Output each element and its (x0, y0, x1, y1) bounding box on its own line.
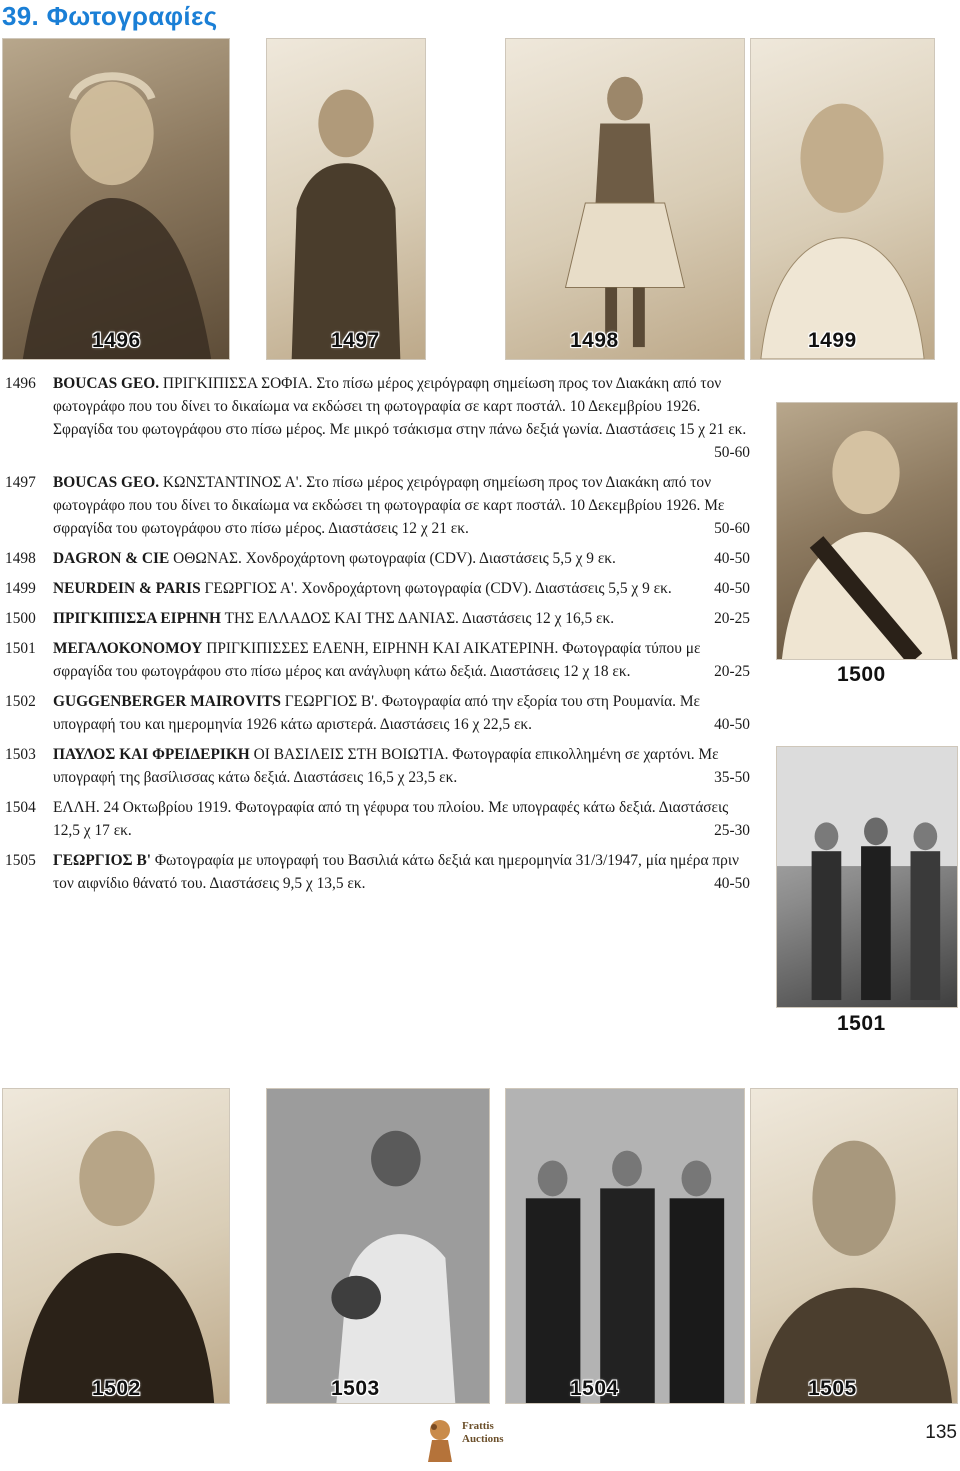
lot-title: ΠΡΙΓΚΙΠΙΣΣΑ ΕΙΡΗΝΗ (53, 610, 222, 627)
lot-estimate: 40-50 (714, 716, 750, 733)
lot-estimate: 50-60 (714, 444, 750, 461)
photo-1497[interactable] (266, 38, 426, 360)
logo-line-1: Frattis (462, 1420, 494, 1432)
lot-number: 1499 (5, 580, 36, 597)
ship-bridge-officers-icon (506, 1089, 744, 1403)
lot-number: 1498 (5, 550, 36, 567)
lot-number: 1505 (5, 852, 36, 869)
photo-label-1502: 1502 (92, 1377, 141, 1400)
lot-description: ΓΕΩΡΓΙΟΣ Α'. Χονδροχάρτονη φωτογραφία (CDV). Διαστάσεις 5,5 χ 9 εκ. (204, 580, 672, 597)
photo-1499[interactable] (750, 38, 935, 360)
lot-title: ΜΕΓΑΛΟΚΟΝΟΜΟΥ (53, 640, 203, 657)
lot-estimate: 20-25 (714, 663, 750, 680)
lot-item (5, 607, 750, 630)
lot-item (5, 690, 750, 736)
princess-portrait-icon (777, 403, 957, 659)
lot-estimate: 40-50 (714, 875, 750, 892)
logo-text (462, 1420, 504, 1446)
lot-title: BOUCAS GEO. (53, 375, 160, 392)
lot-description: ΟΘΩΝΑΣ. Χονδροχάρτονη φωτογραφία (CDV). Διαστάσεις 5,5 χ 9 εκ. (173, 550, 616, 567)
photo-1496[interactable] (2, 38, 230, 360)
lot-description: Φωτογραφία με υπογραφή του Βασιλιά κάτω δεξιά και ημερομηνία 31/3/1947, μία ημέρα πριν τον αιφνίδιο θάνατό του. Διαστάσεις 9,5 χ 13,5 εκ. (53, 852, 739, 892)
lot-title: BOUCAS GEO. (53, 474, 160, 491)
lot-number: 1502 (5, 693, 36, 710)
naval-officer-portrait-icon (3, 1089, 229, 1403)
lot-estimate: 40-50 (714, 550, 750, 567)
lot-description: ΟΙ ΒΑΣΙΛΕΙΣ ΣΤΗ ΒΟΙΩΤΙΑ. Φωτογραφία επικολλημένη σε χαρτόνι. Με υπογραφή της βασίλισσας κάτω δεξιά. Διαστάσεις 16,5 χ 23,5 εκ. (53, 746, 719, 786)
portrait-silhouette-icon (3, 39, 229, 359)
logo-line-2: Auctions (462, 1433, 504, 1445)
lot-description: ΚΩΝΣΤΑΝΤΙΝΟΣ Α'. Στο πίσω μέρος χειρόγραφη σημείωση προς τον Διακάκη από τον φωτογράφο που του δίνει το δικαίωμα να εκδώσει τη φωτογραφία σε καρτ ποστάλ. 10 Δεκεμβρίου 1926. Με σφραγίδα του φωτογράφου στο πίσω μέρος. Διαστάσεις 12 χ 21 εκ. (53, 474, 725, 537)
photo-label-1496: 1496 (92, 329, 141, 352)
military-portrait-icon (751, 1089, 957, 1403)
lot-estimate: 20-25 (714, 610, 750, 627)
lot-description: ΤΗΣ ΕΛΛΑΔΟΣ ΚΑΙ ΤΗΣ ΔΑΝΙΑΣ. Διαστάσεις 12 χ 16,5 εκ. (224, 610, 615, 627)
photo-label-1501: 1501 (837, 1012, 886, 1035)
page-number: 135 (925, 1422, 957, 1443)
lot-title: NEURDEIN & PARIS (53, 580, 201, 597)
lot-number: 1501 (5, 640, 36, 657)
section-title: 39. Φωτογραφίες (2, 1, 218, 31)
photo-label-1497: 1497 (331, 329, 380, 352)
photo-label-1503: 1503 (331, 1377, 380, 1400)
lot-title: ΓΕΩΡΓΙΟΣ Β' (53, 852, 151, 869)
photo-label-1500: 1500 (837, 663, 886, 686)
lot-number: 1496 (5, 375, 36, 392)
lot-list (5, 372, 750, 902)
lot-item (5, 471, 750, 540)
lot-description: ΠΡΙΓΚΙΠΙΣΣΕΣ ΕΛΕΝΗ, ΕΙΡΗΝΗ ΚΑΙ ΑΙΚΑΤΕΡΙΝΗ. Φωτογραφία τύπου με σφραγίδα του φωτογράφου στο πίσω μέρος και ανάγλυφη κάτω δεξιά. Διαστάσεις 12 χ 18 εκ. (53, 640, 701, 680)
lot-number: 1504 (5, 799, 36, 816)
lot-estimate: 25-30 (714, 822, 750, 839)
lot-number: 1497 (5, 474, 36, 491)
king-queen-fountain-icon (267, 1089, 489, 1403)
photo-1500[interactable] (776, 402, 958, 660)
photo-1502[interactable] (2, 1088, 230, 1404)
young-man-portrait-icon (751, 39, 934, 359)
lot-estimate: 35-50 (714, 769, 750, 786)
lot-item (5, 743, 750, 789)
officer-silhouette-icon (267, 39, 425, 359)
lot-description: ΓΕΩΡΓΙΟΣ Β'. Φωτογραφία από την εξορία του στη Ρουμανία. Με υπογραφή του και ημερομηνία 1926 κάτω αριστερά. Διαστάσεις 16 χ 22,5 εκ. (53, 693, 700, 733)
lot-description: ΕΛΛΗ. 24 Οκτωβρίου 1919. Φωτογραφία από τη γέφυρα του πλοίου. Με υπογραφές κάτω δεξιά. Διαστάσεις 12,5 χ 17 εκ. (53, 799, 729, 839)
fustanella-figure-icon (506, 39, 744, 359)
photo-label-1499: 1499 (808, 329, 857, 352)
photo-1503[interactable] (266, 1088, 490, 1404)
lot-item (5, 796, 750, 842)
photo-1504[interactable] (505, 1088, 745, 1404)
lot-description: ΠΡΙΓΚΙΠΙΣΣΑ ΣΟΦΙΑ. Στο πίσω μέρος χειρόγραφη σημείωση προς τον Διακάκη από τον φωτογράφο που του δίνει το δικαίωμα να εκδώσει τη φωτογραφία σε καρτ ποστάλ. 10 Δεκεμβρίου 1926. Σφραγίδα του φωτογράφου στο πίσω μέρος. Με μικρό τσάκισμα στην πάνω δεξιά γωνία. Διαστάσεις 15 χ 21 εκ. (53, 375, 747, 438)
photo-1498[interactable] (505, 38, 745, 360)
lot-item (5, 577, 750, 600)
photo-label-1498: 1498 (570, 329, 619, 352)
lot-item (5, 849, 750, 895)
lot-estimate: 50-60 (714, 520, 750, 537)
lot-estimate: 40-50 (714, 580, 750, 597)
lot-title: ΠΑΥΛΟΣ ΚΑΙ ΦΡΕΙΔΕΡΙΚΗ (53, 746, 250, 763)
lot-number: 1503 (5, 746, 36, 763)
photo-label-1505: 1505 (808, 1377, 857, 1400)
lot-item (5, 637, 750, 683)
lot-item (5, 372, 750, 464)
three-princesses-icon (777, 747, 957, 1007)
lot-title: GUGGENBERGER MAIROVITS (53, 693, 281, 710)
lot-number: 1500 (5, 610, 36, 627)
lot-item (5, 547, 750, 570)
photo-label-1504: 1504 (570, 1377, 619, 1400)
photo-1505[interactable] (750, 1088, 958, 1404)
lot-title: DAGRON & CIE (53, 550, 170, 567)
photo-1501[interactable] (776, 746, 958, 1008)
